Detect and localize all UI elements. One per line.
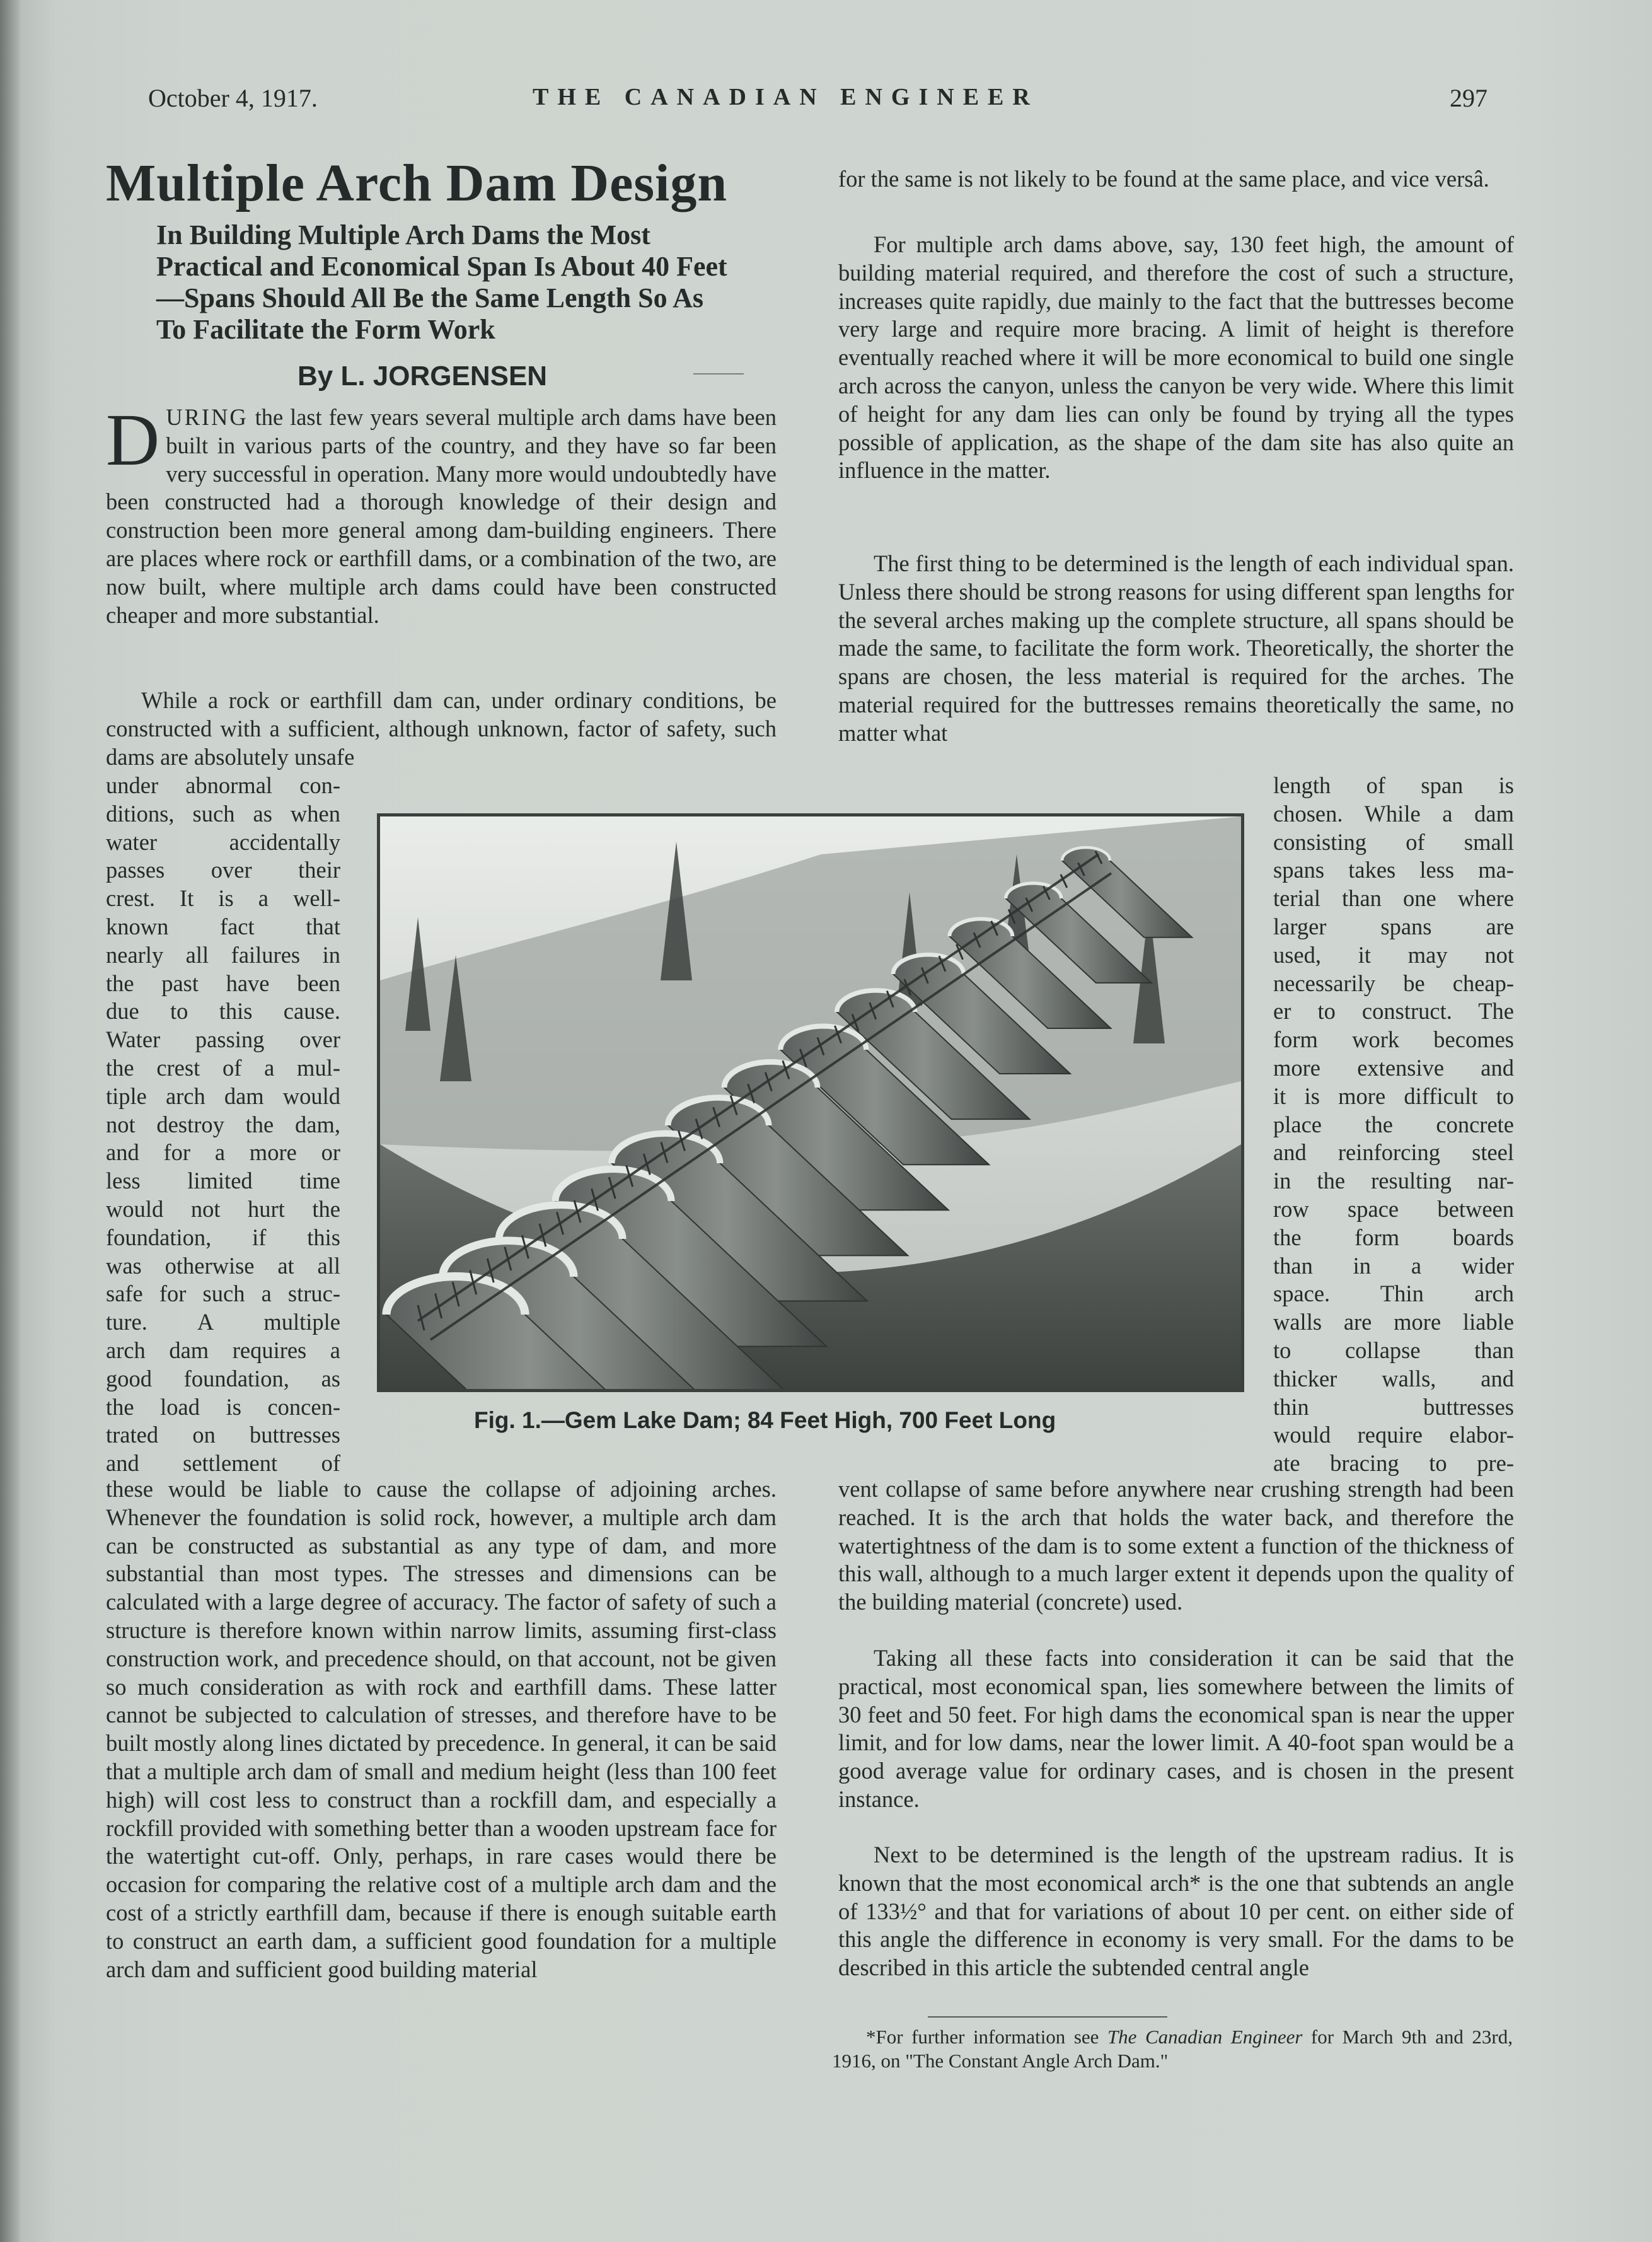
- right-wrap-line: thin buttresses: [1273, 1393, 1514, 1420]
- footnote-text: *For further information see The Canadian Engineer for March 9th and 23rd, 1916, on "The Constant Angle Arch Dam.": [832, 2026, 1513, 2072]
- left-wrap-line: Water passing over: [106, 1026, 340, 1053]
- left-wrap-line: the crest of a mul-: [106, 1054, 340, 1081]
- right-wrap-line: ate bracing to pre-: [1273, 1450, 1514, 1477]
- right-wrap-line: thicker walls, and: [1273, 1365, 1514, 1391]
- left-wrap-line: the past have been: [106, 970, 340, 996]
- article-subtitle: In Building Multiple Arch Dams the Most Practical and Economical Span Is About 40 Feet—Spans Should All Be the Same Length So As To Facilitate the Form Work: [156, 219, 727, 345]
- left-wrap-line: good foundation, as: [106, 1365, 340, 1391]
- figure-caption: Fig. 1.—Gem Lake Dam; 84 Feet High, 700 Feet Long: [474, 1407, 1056, 1433]
- right-wrap-line: than in a wider: [1273, 1252, 1514, 1279]
- left-wrap-line: and settlement of: [106, 1450, 340, 1477]
- left-paragraph-1: [106, 398, 777, 629]
- right-wrap-line: in the resulting nar-: [1273, 1168, 1514, 1194]
- left-wrap-line: foundation, if this: [106, 1224, 340, 1250]
- left-wrap-line: arch dam requires a: [106, 1337, 340, 1363]
- right-wrap-line: walls are more liable: [1273, 1309, 1514, 1335]
- left-wrap-line: would not hurt the: [106, 1195, 340, 1222]
- left-wrap-line: safe for such a struc-: [106, 1281, 340, 1307]
- left-wrap-line: tiple arch dam would: [106, 1083, 340, 1109]
- left-wrap-line: passes over their: [106, 857, 340, 883]
- header-page-number: 297: [1450, 84, 1487, 112]
- right-wrap-line: terial than one where: [1273, 885, 1514, 912]
- dam-photograph: [380, 816, 1241, 1389]
- left-wrap-line: water accidentally: [106, 828, 340, 855]
- right-wrap-line: and reinforcing steel: [1273, 1139, 1514, 1166]
- left-wrap-line: ditions, such as when: [106, 800, 340, 827]
- left-wrap-line: the load is concen-: [106, 1393, 340, 1420]
- left-wrap-line: due to this cause.: [106, 998, 340, 1025]
- right-wrap-line: it is more difficult to: [1273, 1083, 1514, 1109]
- byline-rule: [693, 373, 744, 375]
- right-wrap-line: more extensive and: [1273, 1054, 1514, 1081]
- left-wrap-line: trated on buttresses: [106, 1422, 340, 1448]
- left-wrap-line: less limited time: [106, 1168, 340, 1194]
- right-wrap-line: row space between: [1273, 1195, 1514, 1222]
- footnote-journal-name: The Canadian Engineer: [1107, 2026, 1303, 2048]
- right-paragraph-1: for the same is not likely to be found at the same place, and vice versâ.: [838, 166, 1489, 192]
- right-wrap-line: place the concrete: [1273, 1111, 1514, 1137]
- right-wrap-line: consisting of small: [1273, 828, 1514, 855]
- binding-shadow: [0, 0, 21, 2242]
- right-wrap-line: er to construct. The: [1273, 998, 1514, 1025]
- right-paragraph-2: For multiple arch dams above, say, 130 feet high, the amount of building material required, and therefore the cost of such a structure, increases quite rapidly, due mainly to the fact that the buttresses become very large and require more bracing. A limit of height is therefore eventually reached where it will be more economical to build one single arch across the canyon, unless the canyon be very wide. Where this limit of height for any dam lies can only be found by trying all the types possible of application, as the shape of the dam site has also quite an influence in the matter.: [838, 231, 1514, 484]
- right-paragraph-4: Taking all these facts into consideration it can be said that the practical, most economical span, lies somewhere between the limits of 30 feet and 50 feet. For high dams the economical span is near the upper limit, and for low dams, near the lower limit. A 40-foot span would be a good average value for ordinary cases, and is chosen in the present instance.: [838, 1645, 1514, 1812]
- right-paragraph-3-bottom: vent collapse of same before anywhere near crushing strength had been reached. It is the arch that holds the water back, and therefore the watertightness of the dam is to some extent a function of the thickness of this wall, although to a much larger extent it depends upon the quality of the building material (concrete) used.: [838, 1476, 1514, 1615]
- right-wrap-line: spans takes less ma-: [1273, 857, 1514, 883]
- right-wrap-line: space. Thin arch: [1273, 1281, 1514, 1307]
- left-wrap-line: crest. It is a well-: [106, 885, 340, 912]
- article-byline: By L. JORGENSEN: [297, 361, 548, 392]
- figure-photo-gem-lake-dam: [377, 813, 1244, 1392]
- drop-cap: D: [106, 398, 160, 481]
- left-wrap-column: [106, 772, 340, 1478]
- right-wrap-line: the form boards: [1273, 1224, 1514, 1250]
- header-date: October 4, 1917.: [148, 84, 318, 112]
- footnote-rule: [928, 2016, 1167, 2018]
- header-journal-title: THE CANADIAN ENGINEER: [533, 84, 1039, 110]
- right-wrap-line: used, it may not: [1273, 941, 1514, 968]
- left-wrap-line: was otherwise at all: [106, 1252, 340, 1279]
- right-wrap-line: necessarily be cheap-: [1273, 970, 1514, 996]
- paragraph-text: the last few years several multiple arch dams have been built in various parts of the country, and they have so far been very successful in operation. Many more would undoubtedly have been constructed had a thorough knowledge of their design and construction been more general among dam-building engineers. There are places where rock or earthfill dams, or a combination of the two, are now built, where multiple arch dams could have been constructed cheaper and more substantial.: [106, 404, 777, 628]
- left-wrap-line: not destroy the dam,: [106, 1111, 340, 1137]
- left-wrap-line: known fact that: [106, 913, 340, 939]
- right-wrap-line: to collapse than: [1273, 1337, 1514, 1363]
- right-paragraph-5: Next to be determined is the length of the upstream radius. It is known that the most economical arch* is the one that subtends an angle of 133½° and that for variations of about 10 per cent. on either side of this angle the difference in economy is very small. For the dams to be described in this article the subtended central angle: [838, 1842, 1514, 1981]
- right-wrap-line: chosen. While a dam: [1273, 800, 1514, 827]
- article-title: Multiple Arch Dam Design: [106, 154, 728, 212]
- right-wrap-line: larger spans are: [1273, 913, 1514, 939]
- left-paragraph-2-bottom: these would be liable to cause the collapse of adjoining arches. Whenever the foundation is solid rock, however, a multiple arch dam can be constructed as substantial as any type of dam, and more substantial than most types. The stresses and dimensions can be calculated with a large degree of accuracy. The factor of safety of such a structure is therefore known within narrow limits, assuming first-class construction work, and precedence should, on that account, not be given so much consideration as with rock and earthfill dams. These latter cannot be subjected to calculation of stresses, and therefore have to be built mostly along lines dictated by precedence. In general, it can be said that a multiple arch dam of small and medium height (less than 100 feet high) will cost less to construct than a rockfill dam, and especially a rockfill provided with something better than a wooden upstream face for the watertight cut-off. Only, perhaps, in rare cases would there be occasion for comparing the relative cost of a multiple arch dam and the cost of a strictly earthfill dam, because if there is enough suitable earth to construct an earth dam, a sufficient good foundation for a multiple arch dam and sufficient good building material: [106, 1476, 777, 1982]
- right-wrap-line: would require elabor-: [1273, 1422, 1514, 1448]
- left-wrap-line: and for a more or: [106, 1139, 340, 1166]
- right-wrap-column: [1273, 772, 1514, 1478]
- left-wrap-line: ture. A multiple: [106, 1309, 340, 1335]
- right-wrap-line: form work becomes: [1273, 1026, 1514, 1053]
- footnote: [832, 2025, 1513, 2073]
- left-paragraph-2-top: While a rock or earthfill dam can, under ordinary conditions, be constructed with a sufficient, although unknown, factor of safety, such dams are absolutely unsafe: [106, 687, 777, 770]
- left-wrap-line: under abnormal con-: [106, 772, 340, 798]
- left-wrap-line: nearly all failures in: [106, 941, 340, 968]
- right-wrap-line: length of span is: [1273, 772, 1514, 798]
- lead-word: URING: [166, 404, 248, 430]
- right-paragraph-3-top: The first thing to be determined is the length of each individual span. Unless there should be strong reasons for using different span lengths for the several arches making up the complete structure, all spans should be made the same, to facilitate the form work. Theoretically, the shorter the spans are chosen, the less material is required for the arches. The material required for the buttresses remains theoretically the same, no matter what: [838, 550, 1514, 746]
